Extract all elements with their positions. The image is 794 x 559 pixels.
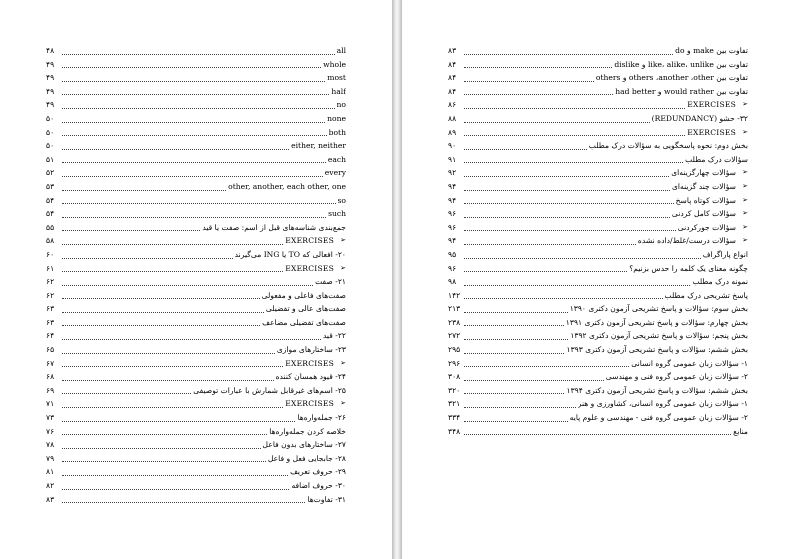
toc-entry-title: سؤالات درک مطلب xyxy=(685,154,748,164)
toc-page-number: ۸۴ xyxy=(448,86,457,96)
toc-entry-title: بخش پنجم: سؤالات و پاسخ تشریحی آزمون دکتری ۱۳۹۲ xyxy=(570,331,748,341)
toc-page-number: ۳۳۴ xyxy=(448,413,461,423)
toc-entry xyxy=(46,112,346,126)
toc-leader-dots xyxy=(62,80,325,82)
toc-page-number: ۵۸ xyxy=(46,236,55,246)
toc-entry-title: such xyxy=(328,209,346,219)
bullet-arrow-icon: ➢ xyxy=(742,236,748,245)
toc-page-number: ۵۴ xyxy=(46,209,55,219)
toc-entry-title: ۲۳- ساختارهای موازی xyxy=(276,345,346,355)
toc-entry xyxy=(448,58,748,72)
toc-entry-title: تفاوت بین would rather و had better xyxy=(615,86,748,96)
toc-page-number: ۸۸ xyxy=(448,113,457,123)
toc-entry-title: سؤالات چند گزینه‌ای xyxy=(671,181,736,191)
toc-entry xyxy=(46,343,346,357)
toc-leader-dots xyxy=(464,284,690,286)
toc-leader-dots xyxy=(62,229,200,231)
toc-entry xyxy=(448,289,748,303)
toc-page-number: ۴۹ xyxy=(46,73,55,83)
toc-page-number: ۹۲ xyxy=(448,168,457,178)
toc-entry-title: each xyxy=(327,154,346,164)
toc-entry-title: ۲۸- جابجایی فعل و فاعل xyxy=(267,453,346,463)
toc-entry xyxy=(46,289,346,303)
toc-page-number: ۹۱ xyxy=(448,154,457,164)
toc-list-left xyxy=(46,44,346,506)
toc-entry xyxy=(46,98,346,112)
toc-leader-dots xyxy=(464,270,627,272)
toc-entry-title: EXERCISES xyxy=(285,236,334,246)
toc-page-number: ۵۰ xyxy=(46,141,55,151)
toc-entry xyxy=(448,194,748,208)
toc-page-number: ۵۰ xyxy=(46,127,55,137)
toc-page-number: ۶۸ xyxy=(46,372,55,382)
toc-page-number: ۸۲ xyxy=(46,481,55,490)
toc-leader-dots xyxy=(62,148,289,150)
toc-page-number: ۹۴ xyxy=(448,236,457,246)
toc-leader-dots xyxy=(464,257,701,259)
toc-leader-dots xyxy=(62,216,326,218)
toc-entry-title: ۲- سؤالات زبان عمومی گروه فنی - مهندسی و علوم پایه xyxy=(569,413,748,423)
toc-entry-title: whole xyxy=(323,59,346,69)
toc-page-number: ۸۴ xyxy=(448,59,457,69)
toc-entry-title: ۲- سؤالات زبان عمومی گروه فنی و مهندسی xyxy=(605,372,748,382)
toc-page-number: ۲۱۳ xyxy=(448,304,461,314)
toc-list-right xyxy=(448,44,748,438)
toc-entry xyxy=(448,112,748,126)
toc-entry-title: ۲۲- قید xyxy=(322,331,346,341)
toc-entry xyxy=(46,493,346,507)
toc-page-number: ۷۳ xyxy=(46,413,55,423)
toc-leader-dots xyxy=(464,433,731,435)
toc-entry-title: most xyxy=(327,73,346,83)
toc-entry xyxy=(448,343,748,357)
toc-entry xyxy=(448,316,748,330)
toc-page-number: ۳۲۰ xyxy=(448,385,461,395)
toc-entry-title: ۳۰- حروف اضافه xyxy=(291,481,346,490)
toc-entry-title: ۲۹- حروف تعریف xyxy=(290,467,346,477)
toc-entry xyxy=(448,139,748,153)
toc-entry xyxy=(448,221,748,235)
toc-leader-dots xyxy=(62,488,289,490)
toc-entry-title: بخش ششم: سؤالات و پاسخ تشریحی آزمون دکتری ۱۳۹۳ xyxy=(566,345,748,355)
toc-entry xyxy=(46,58,346,72)
toc-entry xyxy=(448,397,748,411)
toc-leader-dots xyxy=(464,311,568,313)
toc-entry-title: منابع xyxy=(733,426,748,436)
toc-entry-title: no xyxy=(336,100,346,110)
toc-entry xyxy=(46,479,346,493)
toc-entry-title: بخش چهارم: سؤالات و پاسخ تشریحی آزمون دکتری ۱۳۹۱ xyxy=(565,317,748,327)
toc-entry xyxy=(46,452,346,466)
toc-entry xyxy=(46,384,346,398)
left-page xyxy=(0,0,392,559)
toc-entry xyxy=(448,302,748,316)
toc-entry-title: چگونه معنای یک کلمه را حدس بزنیم؟ xyxy=(629,263,748,273)
toc-leader-dots xyxy=(464,121,650,123)
toc-page-number: ۹۴ xyxy=(448,195,457,205)
toc-entry xyxy=(46,370,346,384)
toc-entry xyxy=(46,329,346,343)
toc-entry xyxy=(46,248,346,262)
bullet-arrow-icon: ➢ xyxy=(742,209,748,218)
toc-entry-title: all xyxy=(336,46,346,55)
toc-page-number: ۶۵ xyxy=(46,345,55,355)
toc-entry xyxy=(448,153,748,167)
toc-entry xyxy=(46,207,346,221)
toc-entry-title: ۲۴- قیود همسان کننده xyxy=(275,372,346,382)
toc-entry xyxy=(46,139,346,153)
toc-page-number: ۵۲ xyxy=(46,168,55,178)
toc-page-number: ۶۲ xyxy=(46,277,55,287)
toc-leader-dots xyxy=(62,338,321,340)
toc-page-number: ۶۹ xyxy=(46,385,55,395)
toc-entry-title: بخش سوم: سؤالات و پاسخ تشریحی آزمون دکتری ۱۳۹۰ xyxy=(569,304,748,314)
toc-page-number: ۲۷۲ xyxy=(448,331,461,341)
toc-entry-title: EXERCISES xyxy=(285,263,334,273)
toc-entry-title: تفاوت بین make و do xyxy=(675,46,748,55)
toc-entry xyxy=(46,275,346,289)
toc-leader-dots xyxy=(464,134,685,136)
toc-entry-title: سؤالات جورکردنی xyxy=(677,222,736,232)
toc-entry-title: بخش ششم: سؤالات و پاسخ تشریحی آزمون دکتری ۱۳۹۴ xyxy=(566,385,748,395)
toc-entry xyxy=(46,166,346,180)
toc-page-number: ۷۸ xyxy=(46,440,55,450)
toc-entry-title: بخش دوم: نحوه پاسخگویی به سؤالات درک مطلب xyxy=(588,141,748,151)
toc-entry xyxy=(448,370,748,384)
toc-page-number: ۶۷ xyxy=(46,358,55,368)
bullet-arrow-icon: ➢ xyxy=(742,222,748,231)
toc-leader-dots xyxy=(464,189,670,191)
toc-leader-dots xyxy=(62,433,267,435)
toc-entry-title: سؤالات چهارگزینه‌ای xyxy=(671,168,736,178)
toc-leader-dots xyxy=(464,365,629,367)
toc-leader-dots xyxy=(62,501,305,503)
toc-page-number: ۴۹ xyxy=(46,59,55,69)
toc-leader-dots xyxy=(62,406,283,408)
toc-leader-dots xyxy=(62,420,295,422)
toc-entry-title: خلاصه کردن جمله‌واره‌ها xyxy=(269,426,346,436)
toc-entry xyxy=(46,262,346,276)
bullet-arrow-icon: ➢ xyxy=(742,100,748,109)
toc-leader-dots xyxy=(62,365,283,367)
toc-page-number: ۲۹۶ xyxy=(448,358,461,368)
toc-entry xyxy=(46,71,346,85)
toc-entry xyxy=(448,329,748,343)
toc-leader-dots xyxy=(464,392,564,394)
toc-entry-title: either, neither xyxy=(291,141,346,151)
toc-leader-dots xyxy=(62,257,233,259)
toc-page-number: ۱۴۲ xyxy=(448,290,461,300)
toc-leader-dots xyxy=(62,161,326,163)
toc-page-number: ۶۳ xyxy=(46,304,55,314)
toc-page-number: ۹۵ xyxy=(448,249,457,259)
toc-leader-dots xyxy=(62,121,325,123)
toc-leader-dots xyxy=(464,66,612,68)
toc-entry xyxy=(448,126,748,140)
toc-page-number: ۳۰۸ xyxy=(448,372,461,382)
toc-entry xyxy=(46,425,346,439)
toc-leader-dots xyxy=(62,134,327,136)
toc-entry xyxy=(46,234,346,248)
toc-page-number: ۸۹ xyxy=(448,127,457,137)
bullet-arrow-icon: ➢ xyxy=(742,127,748,136)
toc-page-number: ۶۰ xyxy=(46,249,55,259)
toc-page-number: ۸۱ xyxy=(46,467,55,477)
toc-leader-dots xyxy=(62,311,264,313)
toc-entry-title: پاسخ تشریحی درک مطلب xyxy=(664,290,748,300)
toc-entry-title: تفاوت بین like، alike، unlike و dislike xyxy=(614,59,748,69)
toc-leader-dots xyxy=(62,324,260,326)
toc-leader-dots xyxy=(62,243,283,245)
toc-entry xyxy=(46,180,346,194)
toc-leader-dots xyxy=(464,229,676,231)
toc-entry-title: ۲۷- ساختارهای بدون فاعل xyxy=(262,440,346,450)
toc-leader-dots xyxy=(464,161,683,163)
toc-leader-dots xyxy=(62,352,275,354)
toc-leader-dots xyxy=(464,379,604,381)
toc-page-number: ۵۳ xyxy=(46,181,55,191)
toc-entry-title: سؤالات کامل کردنی xyxy=(671,209,736,219)
toc-leader-dots xyxy=(464,148,587,150)
toc-entry-title: نمونه درک مطلب xyxy=(692,277,748,287)
toc-entry xyxy=(448,262,748,276)
toc-page-number: ۵۱ xyxy=(46,154,55,164)
toc-page-number: ۹۸ xyxy=(448,277,457,287)
toc-entry xyxy=(46,357,346,371)
toc-page-number: ۸۶ xyxy=(448,100,457,110)
toc-entry xyxy=(46,465,346,479)
toc-entry-title: both xyxy=(328,127,346,137)
toc-leader-dots xyxy=(62,392,191,394)
toc-leader-dots xyxy=(464,175,669,177)
bullet-arrow-icon: ➢ xyxy=(340,236,346,245)
toc-page-number: ۳۴۸ xyxy=(448,426,461,436)
toc-entry xyxy=(448,384,748,398)
toc-entry-title: جمع‌بندی شناسه‌های قبل از اسم: صفت یا قید xyxy=(202,222,346,232)
toc-entry-title: other, another, each other, one xyxy=(228,181,346,191)
toc-page-number: ۶۱ xyxy=(46,263,55,273)
toc-entry-title: EXERCISES xyxy=(687,127,736,137)
toc-leader-dots xyxy=(464,93,613,95)
toc-leader-dots xyxy=(62,202,336,204)
toc-leader-dots xyxy=(62,284,313,286)
bullet-arrow-icon: ➢ xyxy=(340,358,346,367)
toc-page-number: ۵۰ xyxy=(46,113,55,123)
toc-entry-title: ۲۱- صفت xyxy=(315,277,346,287)
toc-page-number: ۸۳ xyxy=(46,494,55,504)
toc-leader-dots xyxy=(464,420,568,422)
toc-entry-title: ۱- سؤالات زبان عمومی گروه انسانی، کشاورزی و هنر xyxy=(577,399,748,409)
toc-page-number: ۸۴ xyxy=(448,73,457,83)
toc-leader-dots xyxy=(464,297,663,299)
book-gutter xyxy=(392,0,402,559)
toc-entry-title: EXERCISES xyxy=(285,358,334,368)
toc-page-number: ۶۳ xyxy=(46,317,55,327)
toc-entry-title: انواع پاراگراف xyxy=(702,249,748,259)
toc-entry-title: ۳۲- حشو (REDUNDANCY) xyxy=(651,113,748,123)
toc-leader-dots xyxy=(62,447,261,449)
toc-entry xyxy=(448,207,748,221)
toc-entry xyxy=(448,425,748,439)
right-page xyxy=(402,0,794,559)
toc-page-number: ۶۲ xyxy=(46,290,55,300)
bullet-arrow-icon: ➢ xyxy=(742,195,748,204)
toc-entry-title: سؤالات کوتاه پاسخ xyxy=(675,195,736,205)
toc-leader-dots xyxy=(464,107,685,109)
toc-entry xyxy=(448,357,748,371)
toc-leader-dots xyxy=(62,379,274,381)
toc-entry xyxy=(46,397,346,411)
toc-entry-title: سؤالات درست/غلط/داده نشده xyxy=(637,236,736,246)
toc-leader-dots xyxy=(62,270,283,272)
toc-entry-title: ۲۰- افعالی که TO یا ING می‌گیرند xyxy=(234,249,346,259)
toc-page-number: ۹۶ xyxy=(448,209,457,219)
toc-entry-title: ۱- سؤالات زبان عمومی گروه انسانی xyxy=(631,358,748,368)
toc-entry xyxy=(46,221,346,235)
toc-entry xyxy=(448,71,748,85)
toc-entry xyxy=(448,275,748,289)
toc-entry xyxy=(46,153,346,167)
toc-entry-title: ۳۱- تفاوت‌ها xyxy=(307,494,346,504)
toc-entry-title: ۲۵- اسم‌های غیرقابل شمارش با عبارات توصیفی xyxy=(193,385,346,395)
toc-entry xyxy=(448,166,748,180)
toc-leader-dots xyxy=(464,216,670,218)
toc-entry-title: none xyxy=(327,113,346,123)
toc-leader-dots xyxy=(464,338,568,340)
bullet-arrow-icon: ➢ xyxy=(340,399,346,408)
toc-entry-title: half xyxy=(331,86,346,96)
toc-entry-title: تفاوت بین others ،another ،other و others xyxy=(595,73,748,83)
toc-entry-title: every xyxy=(324,168,346,178)
toc-leader-dots xyxy=(464,80,594,82)
toc-page-number: ۷۱ xyxy=(46,399,55,409)
toc-entry-title: EXERCISES xyxy=(687,100,736,110)
bullet-arrow-icon: ➢ xyxy=(742,181,748,190)
toc-page-number: ۴۸ xyxy=(46,46,55,55)
toc-entry-title: صفت‌های عالی و تفضیلی xyxy=(265,304,346,314)
toc-leader-dots xyxy=(62,474,288,476)
toc-entry xyxy=(46,411,346,425)
toc-leader-dots xyxy=(62,93,329,95)
toc-page-number: ۹۰ xyxy=(448,141,457,151)
toc-leader-dots xyxy=(62,175,323,177)
toc-entry xyxy=(448,411,748,425)
toc-page-number: ۶۴ xyxy=(46,331,55,341)
toc-entry xyxy=(46,438,346,452)
toc-entry xyxy=(46,302,346,316)
toc-page-number: ۹۶ xyxy=(448,263,457,273)
bullet-arrow-icon: ➢ xyxy=(742,168,748,177)
toc-entry xyxy=(46,194,346,208)
toc-entry xyxy=(448,180,748,194)
toc-page-number: ۲۹۵ xyxy=(448,345,461,355)
toc-leader-dots xyxy=(464,406,576,408)
toc-leader-dots xyxy=(464,202,674,204)
toc-entry xyxy=(448,248,748,262)
toc-entry xyxy=(46,316,346,330)
toc-leader-dots xyxy=(62,189,226,191)
toc-page-number: ۷۶ xyxy=(46,426,55,436)
toc-entry xyxy=(448,234,748,248)
toc-leader-dots xyxy=(62,107,335,109)
toc-entry xyxy=(46,44,346,58)
toc-entry xyxy=(448,85,748,99)
toc-entry-title: صفت‌های فاعلی و مفعولی xyxy=(261,290,346,300)
toc-entry xyxy=(448,44,748,58)
toc-entry-title: ۲۶- جمله‌واره‌ها xyxy=(297,413,346,423)
toc-leader-dots xyxy=(62,460,266,462)
toc-page-number: ۸۳ xyxy=(448,46,457,55)
toc-page-number: ۵۴ xyxy=(46,195,55,205)
toc-page-number: ۷۹ xyxy=(46,453,55,463)
toc-page-number: ۳۲۱ xyxy=(448,399,461,409)
toc-entry-title: so xyxy=(337,195,346,205)
toc-leader-dots xyxy=(62,53,335,55)
toc-page-number: ۹۶ xyxy=(448,222,457,232)
toc-leader-dots xyxy=(464,243,636,245)
toc-page-number: ۴۹ xyxy=(46,86,55,96)
toc-page-number: ۴۹ xyxy=(46,100,55,110)
toc-leader-dots xyxy=(464,53,673,55)
toc-entry xyxy=(46,126,346,140)
toc-leader-dots xyxy=(62,297,260,299)
bullet-arrow-icon: ➢ xyxy=(340,263,346,272)
toc-entry-title: EXERCISES xyxy=(285,399,334,409)
toc-entry-title: صفت‌های تفضیلی مضاعف xyxy=(262,317,346,327)
toc-leader-dots xyxy=(62,66,321,68)
toc-leader-dots xyxy=(464,352,564,354)
toc-page-number: ۹۴ xyxy=(448,181,457,191)
toc-leader-dots xyxy=(464,324,564,326)
toc-entry xyxy=(448,98,748,112)
toc-entry xyxy=(46,85,346,99)
toc-page-number: ۵۵ xyxy=(46,222,55,232)
toc-page-number: ۲۳۸ xyxy=(448,317,461,327)
